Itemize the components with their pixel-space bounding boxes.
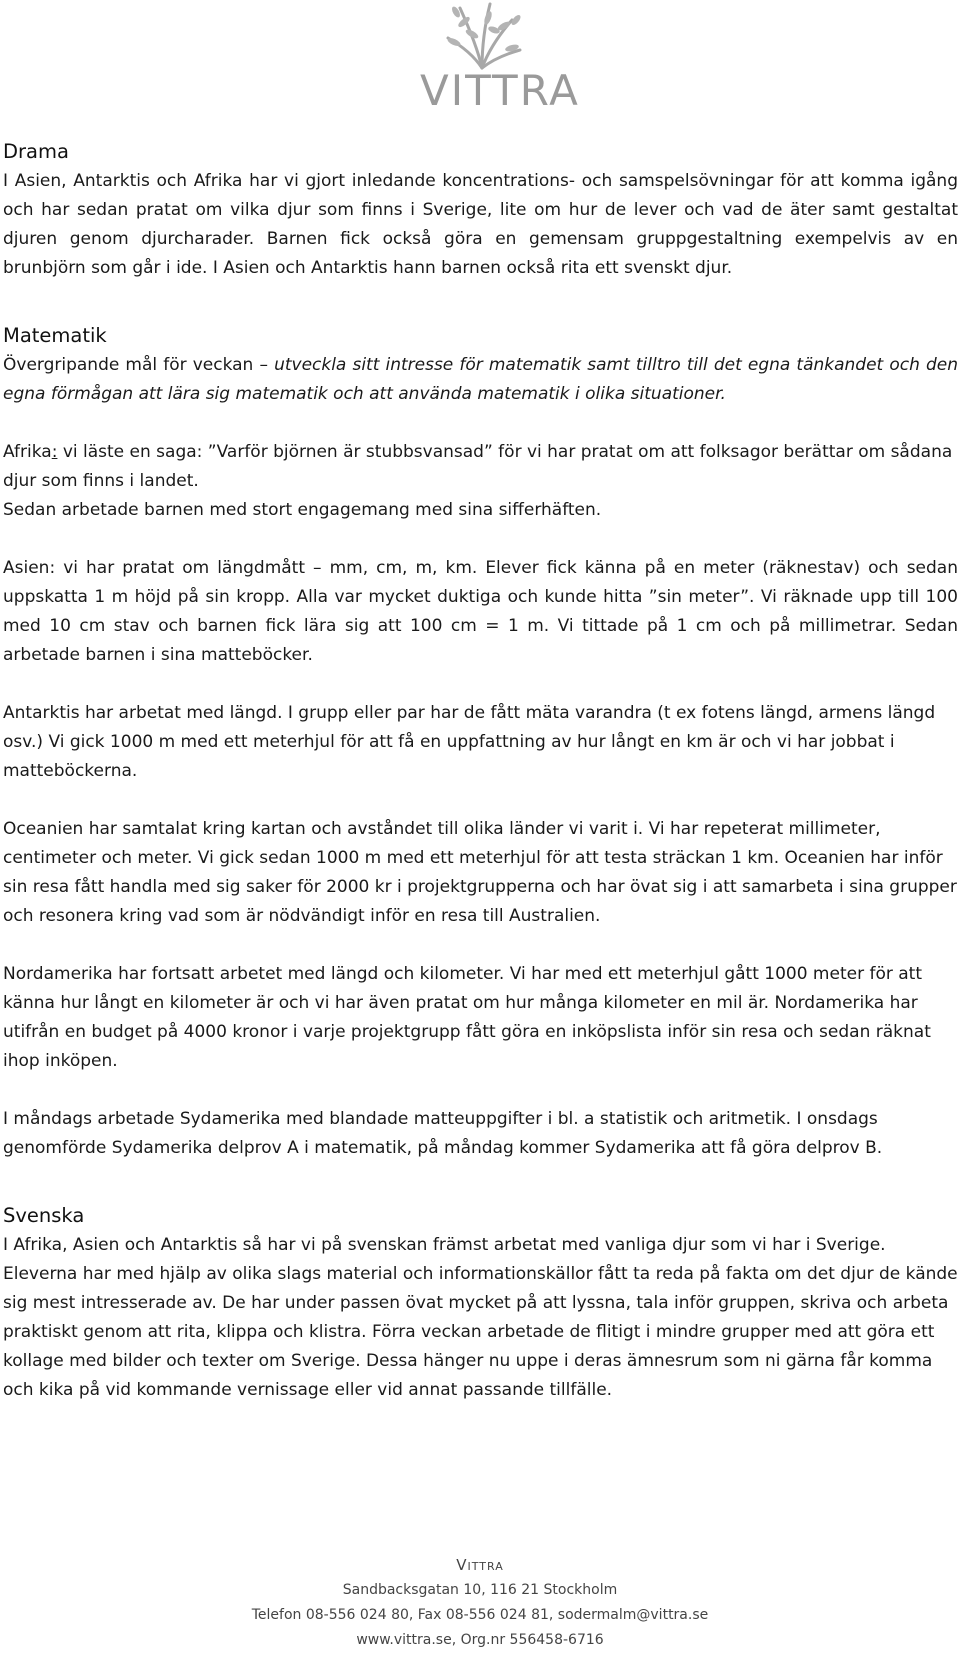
asien-paragraph: Asien: vi har pratat om längdmått – mm, cm, m, km. Elever fick känna på en meter (räknestav) och sedan uppskatta 1 m höjd på sin kropp. Alla var mycket duktiga och kunde hitta ”sin meter”. Vi räknade upp till 100 med 10 cm stav och barnen fick lära sig att 100 cm = 1 m. Vi tittade på 1 cm och på millimetrar. Sedan arbetade barnen i sina matteböcker.	[3, 558, 958, 665]
drama-paragraph: I Asien, Antarktis och Afrika har vi gjort inledande koncentrations- och samspelsövningar för att komma igång och har sedan pratat om vilka djur som finns i Sverige, lite om hur de lever och vad de äter samt gestaltat djuren genom djurcharader. Barnen fick också göra en gemensam gruppgestaltning exempelvis av en brunbjörn som går i ide. I Asien och Antarktis hann barnen också rita ett svenskt djur.	[3, 171, 958, 278]
afrika-paragraph-2: Sedan arbetade barnen med stort engagemang med sina sifferhäften.	[3, 500, 602, 520]
afrika-colon: :	[51, 442, 58, 462]
heading-drama: Drama	[3, 140, 69, 163]
section-matematik	[3, 321, 958, 1163]
logo-wordmark: VITTRA	[420, 66, 580, 115]
section-drama	[3, 137, 958, 283]
section-svenska	[3, 1201, 958, 1405]
afrika-label: Afrika	[3, 442, 52, 462]
oceanien-paragraph: Oceanien har samtalat kring kartan och avståndet till olika länder vi varit i. Vi har repeterat millimeter, centimeter och meter. Vi gick sedan 1000 m med ett meterhjul för att testa sträckan 1 km. Oceanien har inför sin resa fått handla med sig saker för 2000 kr i projektgrupperna och har övat sig i att samarbeta i sina grupper och resonera kring vad som är nödvändigt inför en resa till Australien.	[3, 819, 957, 926]
afrika-paragraph	[3, 438, 958, 496]
footer-contact: Telefon 08-556 024 80, Fax 08-556 024 81, sodermalm@vittra.se	[251, 1607, 709, 1623]
afrika-text: vi läste en saga: ”Varför björnen är stubbsvansad” för vi har pratat om att folksagor berättar om sådana djur som finns i landet.	[3, 442, 953, 491]
nordamerika-paragraph: Nordamerika har fortsatt arbetet med längd och kilometer. Vi har med ett meterhjul gått 1000 meter för att känna hur långt en kilometer är och vi har även pratat om hur många kilometer en mil är. Nordamerika har utifrån en budget på 4000 kronor i varje projektgrupp fått göra en inköpslista inför sin resa och sedan räknat ihop inköpen.	[3, 964, 931, 1071]
document-body	[3, 137, 958, 1405]
vittra-logo	[370, 0, 600, 120]
antarktis-paragraph: Antarktis har arbetat med längd. I grupp eller par har de fått mäta varandra (t ex fotens längd, armens längd osv.) Vi gick 1000 m med ett meterhjul för att få en uppfattning av hur långt en km är och vi har jobbat i matteböckerna.	[3, 703, 936, 781]
goal-prefix: Övergripande mål för veckan –	[3, 355, 275, 375]
leaf-branch-icon	[370, 0, 600, 70]
footer-brand: Vittra	[456, 1556, 504, 1574]
sydamerika-paragraph: I måndags arbetade Sydamerika med blandade matteuppgifter i bl. a statistik och aritmetik. I onsdags genomförde Sydamerika delprov A i matematik, på måndag kommer Sydamerika att få göra delprov B.	[3, 1109, 883, 1158]
footer-address: Sandbacksgatan 10, 116 21 Stockholm	[342, 1582, 618, 1598]
heading-matematik: Matematik	[3, 324, 107, 347]
svenska-paragraph: I Afrika, Asien och Antarktis så har vi på svenskan främst arbetat med vanliga djur som vi har i Sverige. Eleverna har med hjälp av olika slags material och informationskällor fått ta reda på fakta om det djur de kände sig mest intresserade av. De har under passen övat mycket på att lyssna, tala inför gruppen, skriva och arbeta praktiskt genom att rita, klippa och klistra. Förra veckan arbetade de flitigt i mindre grupper med att göra ett kollage med bilder och texter om Sverige. Dessa hänger nu uppe i deras ämnesrum som ni gärna får komma och kika på vid kommande vernissage eller vid annat passande tillfälle.	[3, 1235, 958, 1400]
footer-web: www.vittra.se, Org.nr 556458-6716	[356, 1632, 604, 1648]
goal-italic-text: utveckla sitt intresse för matematik samt tilltro till det egna tänkandet och den egna förmågan att lära sig matematik och att använda matematik i olika situationer.	[3, 355, 958, 404]
page-footer	[0, 1553, 960, 1653]
matematik-goal-paragraph	[3, 351, 958, 409]
heading-svenska: Svenska	[3, 1204, 85, 1227]
